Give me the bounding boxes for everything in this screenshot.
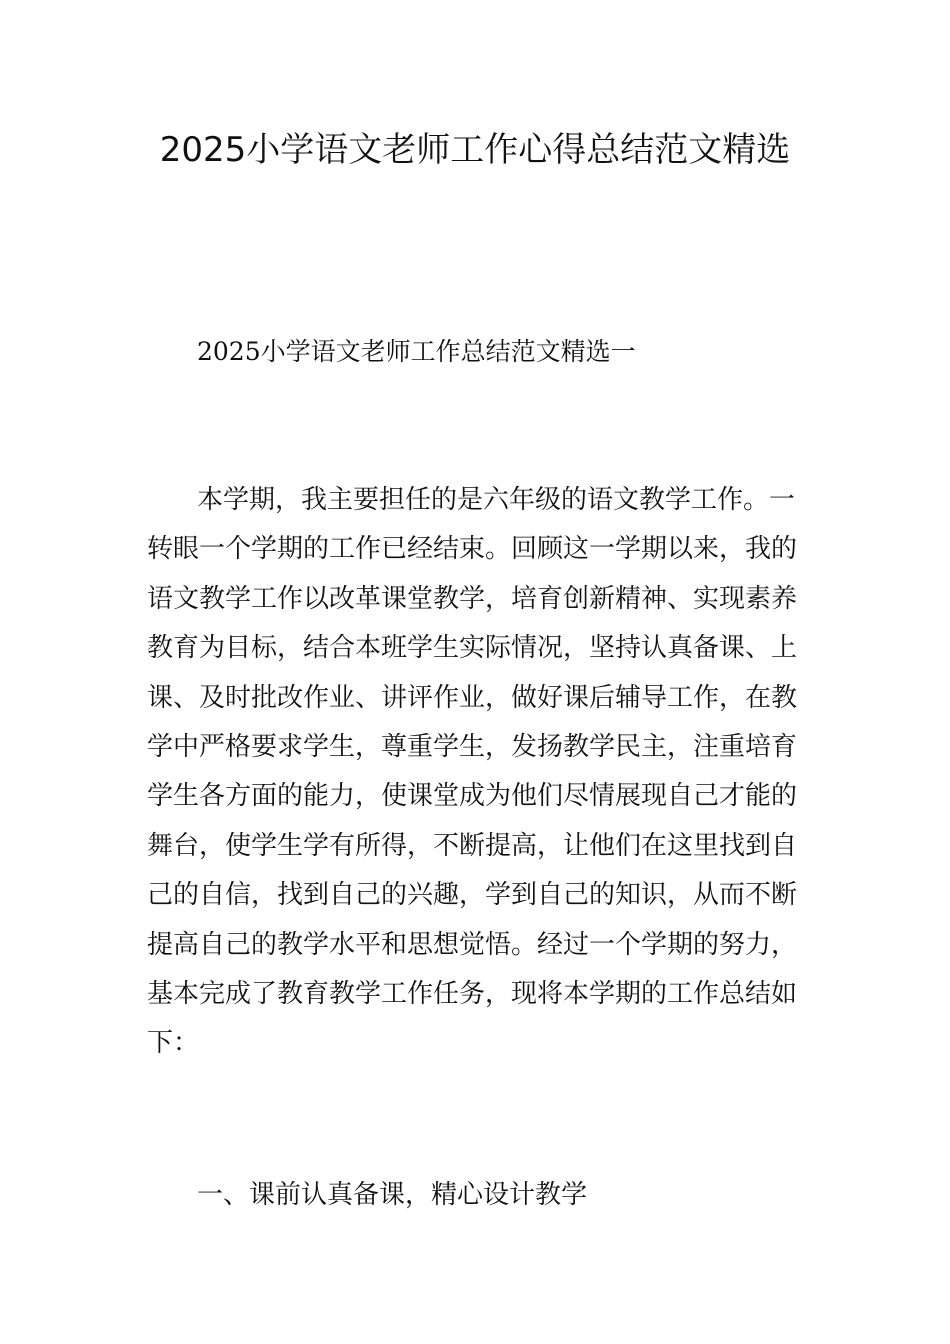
body-paragraph bbox=[147, 482, 817, 1075]
paragraph-line: 下： bbox=[147, 1028, 200, 1059]
paragraph-line: 教育为目标，结合本班学生实际情况，坚持认真备课、上 bbox=[147, 633, 798, 664]
section-heading: 一、课前认真备课，精心设计教学 bbox=[197, 1180, 588, 1210]
paragraph-line: 学中严格要求学生，尊重学生，发扬教学民主，注重培育 bbox=[147, 731, 798, 762]
paragraph-line: 学生各方面的能力，使课堂成为他们尽情展现自己才能的 bbox=[147, 781, 798, 812]
paragraph-line: 基本完成了教育教学工作任务，现将本学期的工作总结如 bbox=[147, 978, 798, 1009]
paragraph-line: 提高自己的教学水平和思想觉悟。经过一个学期的努力， bbox=[147, 929, 798, 960]
paragraph-line: 舞台，使学生学有所得，不断提高，让他们在这里找到自 bbox=[147, 830, 798, 861]
document-subtitle: 2025小学语文老师工作总结范文精选一 bbox=[197, 337, 636, 366]
paragraph-line: 本学期，我主要担任的是六年级的语文教学工作。一 bbox=[197, 485, 796, 515]
paragraph-line: 语文教学工作以改革课堂教学，培育创新精神、实现素养 bbox=[147, 583, 798, 614]
paragraph-line: 课、及时批改作业、讲评作业，做好课后辅导工作，在教 bbox=[147, 682, 798, 713]
document-title: 2025小学语文老师工作心得总结范文精选 bbox=[159, 130, 791, 170]
paragraph-line: 己的自信，找到自己的兴趣，学到自己的知识，从而不断 bbox=[147, 880, 798, 911]
paragraph-line: 转眼一个学期的工作已经结束。回顾这一学期以来，我的 bbox=[147, 534, 798, 565]
